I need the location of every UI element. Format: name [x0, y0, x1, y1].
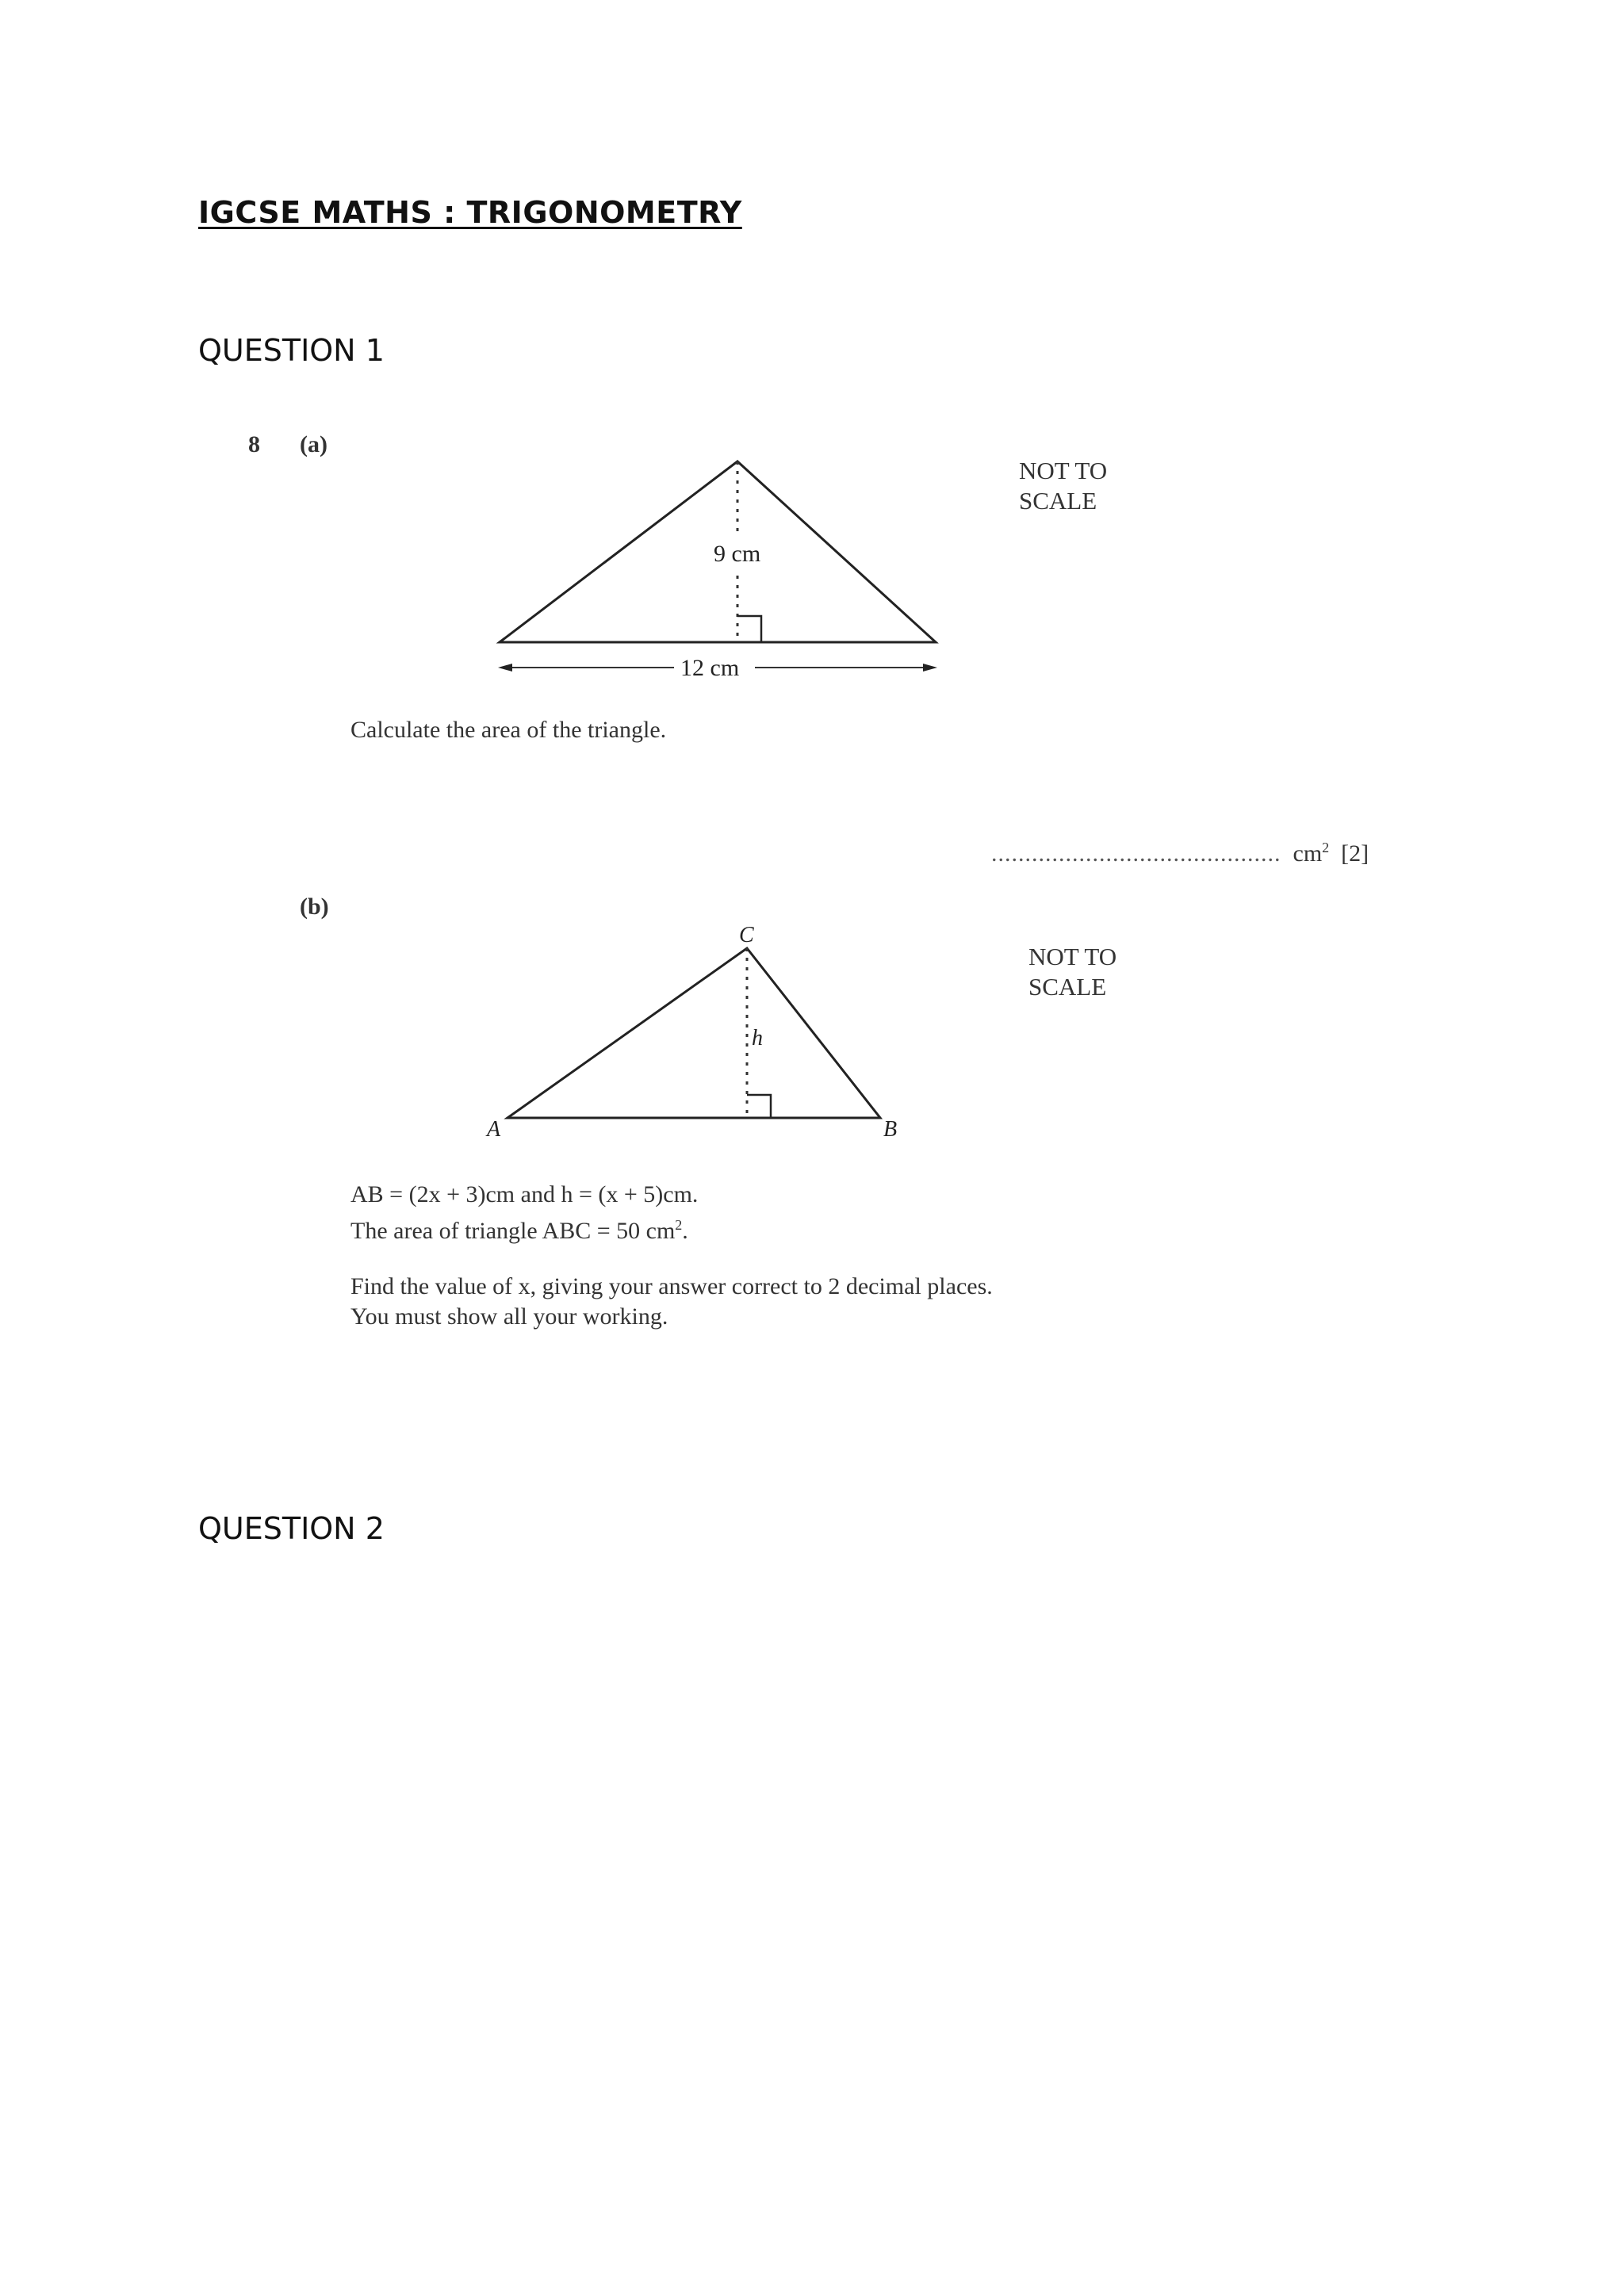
part-b-given	[350, 1180, 698, 1246]
not-to-scale-b	[1028, 942, 1116, 1002]
document-title: IGCSE MATHS : TRIGONOMETRY	[198, 195, 742, 230]
answer-blank[interactable]: ...........................................	[991, 840, 1281, 867]
arrow-right-icon	[923, 664, 937, 672]
vertex-c-label: C	[739, 923, 754, 947]
triangle-b-height-label: h	[752, 1026, 763, 1050]
not-to-scale-a-line2: SCALE	[1019, 487, 1097, 515]
arrow-left-icon	[498, 664, 512, 672]
part-b-instruction-line1: Find the value of x, giving your answer correct to 2 decimal places.	[350, 1273, 993, 1299]
part-a-instruction: Calculate the area of the triangle.	[350, 717, 667, 743]
question-number: 8	[248, 431, 260, 457]
part-b-given-line1: AB = (2x + 3)cm and h = (x + 5)cm.	[350, 1181, 699, 1207]
not-to-scale-a-line1: NOT TO	[1019, 457, 1108, 484]
not-to-scale-b-line1: NOT TO	[1028, 943, 1117, 970]
answer-unit: cm	[1293, 840, 1323, 867]
part-b-instruction	[350, 1272, 993, 1332]
part-a-label: (a)	[300, 431, 327, 457]
question-1-heading: QUESTION 1	[198, 333, 385, 368]
answer-unit-power: 2	[1322, 840, 1330, 855]
triangle-b-diagram	[476, 912, 920, 1150]
part-b-instruction-line2: You must show all your working.	[350, 1303, 668, 1330]
triangle-a-right-angle-mark	[737, 616, 761, 642]
not-to-scale-a	[1019, 456, 1107, 516]
vertex-b-label: B	[883, 1117, 898, 1142]
question-2-heading: QUESTION 2	[198, 1511, 385, 1546]
triangle-b-shape	[508, 948, 880, 1118]
triangle-a-base-label: 12 cm	[680, 655, 740, 681]
triangle-a-diagram	[476, 444, 967, 690]
vertex-a-label: A	[487, 1117, 501, 1142]
triangle-a-height-label: 9 cm	[714, 541, 761, 567]
part-a-marks: [2]	[1341, 840, 1369, 867]
not-to-scale-b-line2: SCALE	[1028, 973, 1107, 1001]
triangle-b-right-angle-mark	[747, 1095, 771, 1118]
part-a-answer-line	[991, 832, 1369, 869]
part-b-label: (b)	[300, 894, 329, 920]
part-b-given-line2: The area of triangle ABC = 50 $cm^2$.	[350, 1217, 688, 1244]
